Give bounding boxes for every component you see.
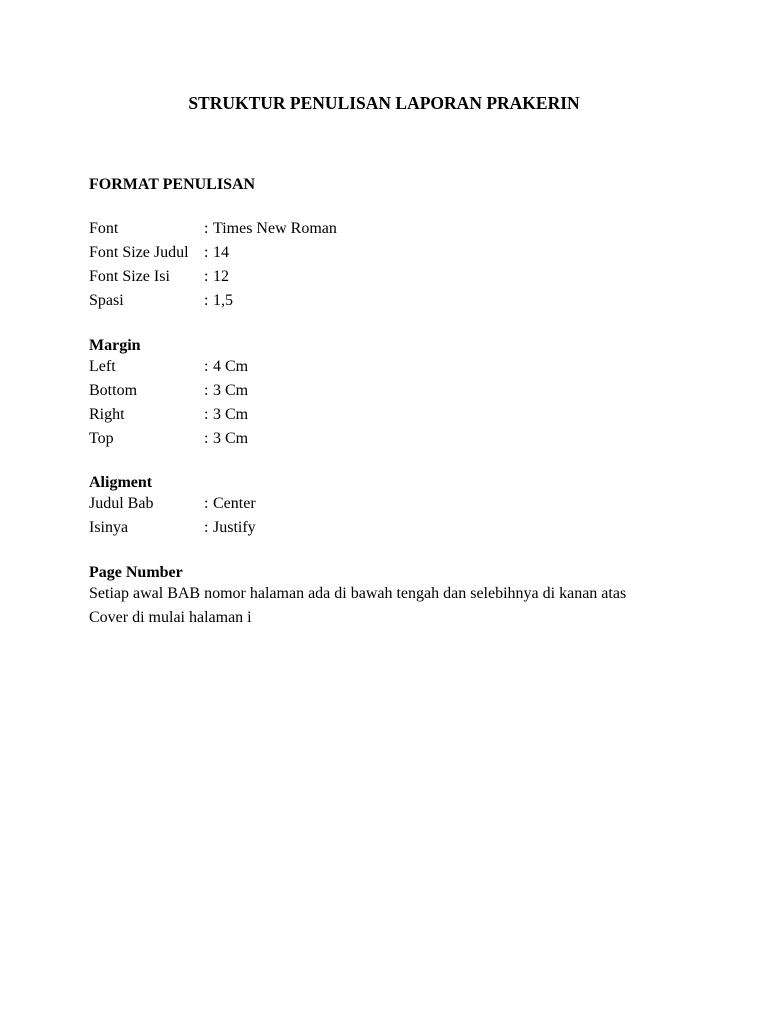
row-separator: : bbox=[204, 292, 209, 309]
row-separator: : bbox=[204, 406, 209, 423]
row-key: Font bbox=[89, 220, 119, 237]
row-separator: : bbox=[204, 382, 209, 399]
row-key: Judul Bab bbox=[89, 495, 154, 512]
row-value: Center bbox=[213, 495, 256, 512]
page-number-section-heading: Page Number bbox=[89, 564, 183, 581]
row-separator: : bbox=[204, 268, 209, 285]
margin-section-heading: Margin bbox=[89, 337, 141, 354]
row-key: Bottom bbox=[89, 382, 138, 399]
row-value: Times New Roman bbox=[213, 220, 337, 237]
page-number-text-line: Setiap awal BAB nomor halaman ada di bawah tengah dan selebihnya di kanan atas bbox=[89, 585, 627, 602]
row-separator: : bbox=[204, 358, 209, 375]
alignment-section-heading: Aligment bbox=[89, 474, 153, 491]
row-separator: : bbox=[204, 244, 209, 261]
row-key: Isinya bbox=[89, 519, 129, 536]
row-value: 3 Cm bbox=[213, 382, 249, 399]
row-value: 3 Cm bbox=[213, 406, 249, 423]
row-separator: : bbox=[204, 495, 209, 512]
row-value: 14 bbox=[213, 244, 229, 261]
row-separator: : bbox=[204, 519, 209, 536]
row-separator: : bbox=[204, 220, 209, 237]
row-value: 4 Cm bbox=[213, 358, 249, 375]
row-key: Font Size Judul bbox=[89, 244, 189, 261]
row-key: Spasi bbox=[89, 292, 124, 309]
page-number-text-line: Cover di mulai halaman i bbox=[89, 609, 252, 626]
row-key: Right bbox=[89, 406, 125, 423]
row-value: Justify bbox=[213, 519, 256, 536]
row-key: Font Size Isi bbox=[89, 268, 170, 285]
row-key: Left bbox=[89, 358, 116, 375]
row-value: 1,5 bbox=[213, 292, 233, 309]
row-separator: : bbox=[204, 430, 209, 447]
row-key: Top bbox=[89, 430, 114, 447]
row-value: 3 Cm bbox=[213, 430, 249, 447]
document-title: STRUKTUR PENULISAN LAPORAN PRAKERIN bbox=[188, 93, 580, 113]
row-value: 12 bbox=[213, 268, 229, 285]
format-section-heading: FORMAT PENULISAN bbox=[89, 176, 256, 193]
